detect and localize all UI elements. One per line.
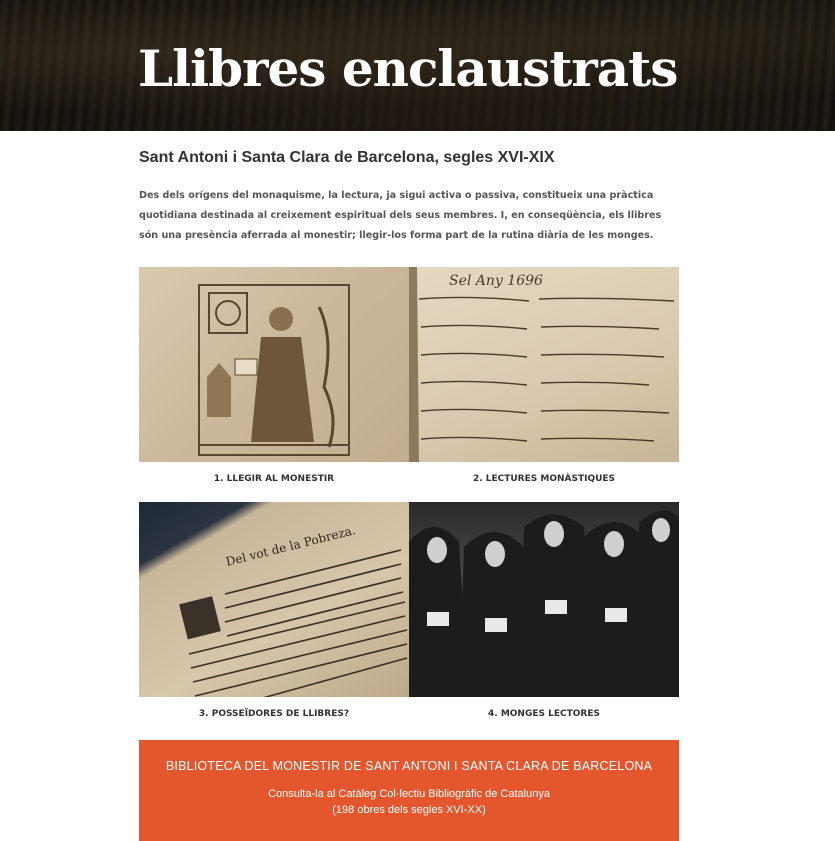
gallery-caption: 2. LECTURES MONÀSTIQUES [472, 474, 616, 484]
cta-catalog-link[interactable]: Consulta-la al Catàleg Col·lectiu Bibliogràfic de Catalunya [268, 788, 550, 800]
gallery-card-posseidores[interactable] [139, 502, 409, 721]
cta-title: BIBLIOTECA DEL MONESTIR DE SANT ANTONI I SANTA CLARA DE BARCELONA [165, 759, 653, 773]
gallery-caption: 4. MONGES LECTORES [488, 709, 600, 719]
manuscript-image[interactable] [409, 267, 679, 462]
cta-works-count: (198 obres dels segles XVI-XX) [332, 804, 486, 816]
manuscript-heading: Sel Any 1696 [449, 273, 543, 289]
intro-paragraph: Des dels orígens del monaquisme, la lectura, ja sigui activa o passiva, constitueix una pràctica quotidiana destinada al creixement espiritual dels seus membres. I, en conseqüència, els llibres són una presència aferrada al monestir; llegir-los forma part de la rutina diària de les monges. [139, 190, 662, 241]
page-subtitle: Sant Antoni i Santa Clara de Barcelona, segles XVI-XIX [139, 149, 555, 166]
gallery-card-lectures[interactable] [409, 267, 679, 486]
library-catalog-banner[interactable] [139, 740, 679, 841]
printed-book-image[interactable] [139, 502, 409, 697]
gallery-card-monges[interactable] [409, 502, 679, 721]
gallery-caption: 3. POSSEÏDORES DE LLIBRES? [198, 709, 350, 719]
book-heading: Del vot de la Pobreza. [224, 523, 357, 569]
gallery-caption: 1. LLEGIR AL MONESTIR [213, 474, 335, 484]
nuns-photo-image[interactable] [409, 502, 679, 697]
engraving-image[interactable] [139, 267, 409, 462]
gallery-card-llegir[interactable] [139, 267, 409, 486]
page-title: Llibres enclaustrats [138, 39, 678, 98]
hero-banner [0, 0, 835, 131]
